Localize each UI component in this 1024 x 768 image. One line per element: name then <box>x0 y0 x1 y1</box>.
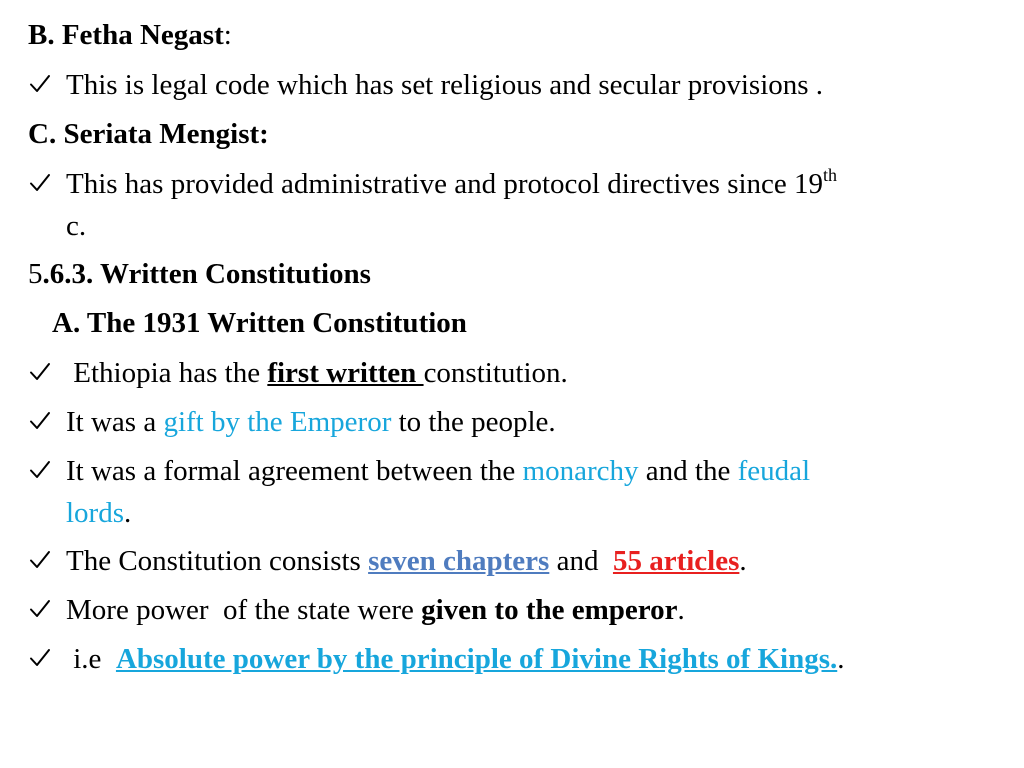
emphasis-absolute-power: Absolute power by the principle of Divine Rights of Kings. <box>115 643 838 675</box>
text: . <box>124 497 132 529</box>
text: . <box>837 643 845 675</box>
bullet-first-written <box>66 353 568 393</box>
text: More power of the state were <box>66 594 422 626</box>
bullet-absolute-power <box>66 639 844 679</box>
checkmark-icon <box>28 548 52 572</box>
bullet-more-power <box>66 590 685 630</box>
emphasis-gift: gift by the Emperor <box>163 406 392 438</box>
heading-fetha-negast-text: B. Fetha Negast <box>28 19 224 51</box>
emphasis-first-written: first written <box>267 357 424 389</box>
bullet-formal-agreement <box>66 451 810 491</box>
section-number-prefix: 5 <box>28 258 43 290</box>
section-title: .6.3. Written Constitutions <box>42 258 371 290</box>
bullet-administrative-text: This has provided administrative and protocol directives since 19 <box>66 168 824 200</box>
text: to the people. <box>391 406 556 438</box>
text: and the <box>638 455 738 487</box>
emphasis-lords: lords <box>66 497 124 529</box>
checkmark-icon <box>28 458 52 482</box>
emphasis-feudal: feudal <box>737 455 811 487</box>
bullet-administrative-cont: c. <box>66 210 87 242</box>
bullet-formal-agreement-cont <box>66 493 131 533</box>
heading-fetha-negast <box>28 15 232 55</box>
text: The Constitution consists <box>66 545 369 577</box>
text: Ethiopia has the <box>66 357 268 389</box>
subheading-1931-constitution: A. The 1931 Written Constitution <box>52 307 467 339</box>
text: and <box>549 545 613 577</box>
checkmark-icon <box>28 360 52 384</box>
emphasis-55-articles: 55 articles <box>612 545 740 577</box>
bullet-chapters-articles <box>66 541 747 581</box>
emphasis-seven-chapters: seven chapters <box>368 545 550 577</box>
text: i.e <box>66 643 116 675</box>
text: It was a formal agreement between the <box>66 455 523 487</box>
checkmark-icon <box>28 646 52 670</box>
bullet-gift <box>66 402 556 442</box>
emphasis-given-to-emperor: given to the emperor <box>421 594 678 626</box>
bullet-legal-code: This is legal code which has set religious and secular provisions . <box>66 69 824 101</box>
text: . <box>739 545 747 577</box>
bullet-administrative <box>66 164 837 204</box>
checkmark-icon <box>28 72 52 96</box>
section-heading <box>28 254 371 294</box>
checkmark-icon <box>28 597 52 621</box>
text: constitution. <box>423 357 568 389</box>
superscript-th: th <box>823 165 838 185</box>
checkmark-icon <box>28 171 52 195</box>
checkmark-icon <box>28 409 52 433</box>
text: It was a <box>66 406 164 438</box>
text: . <box>677 594 685 626</box>
heading-colon: : <box>223 19 232 51</box>
heading-seriata-mengist: C. Seriata Mengist: <box>28 118 269 150</box>
emphasis-monarchy: monarchy <box>522 455 639 487</box>
